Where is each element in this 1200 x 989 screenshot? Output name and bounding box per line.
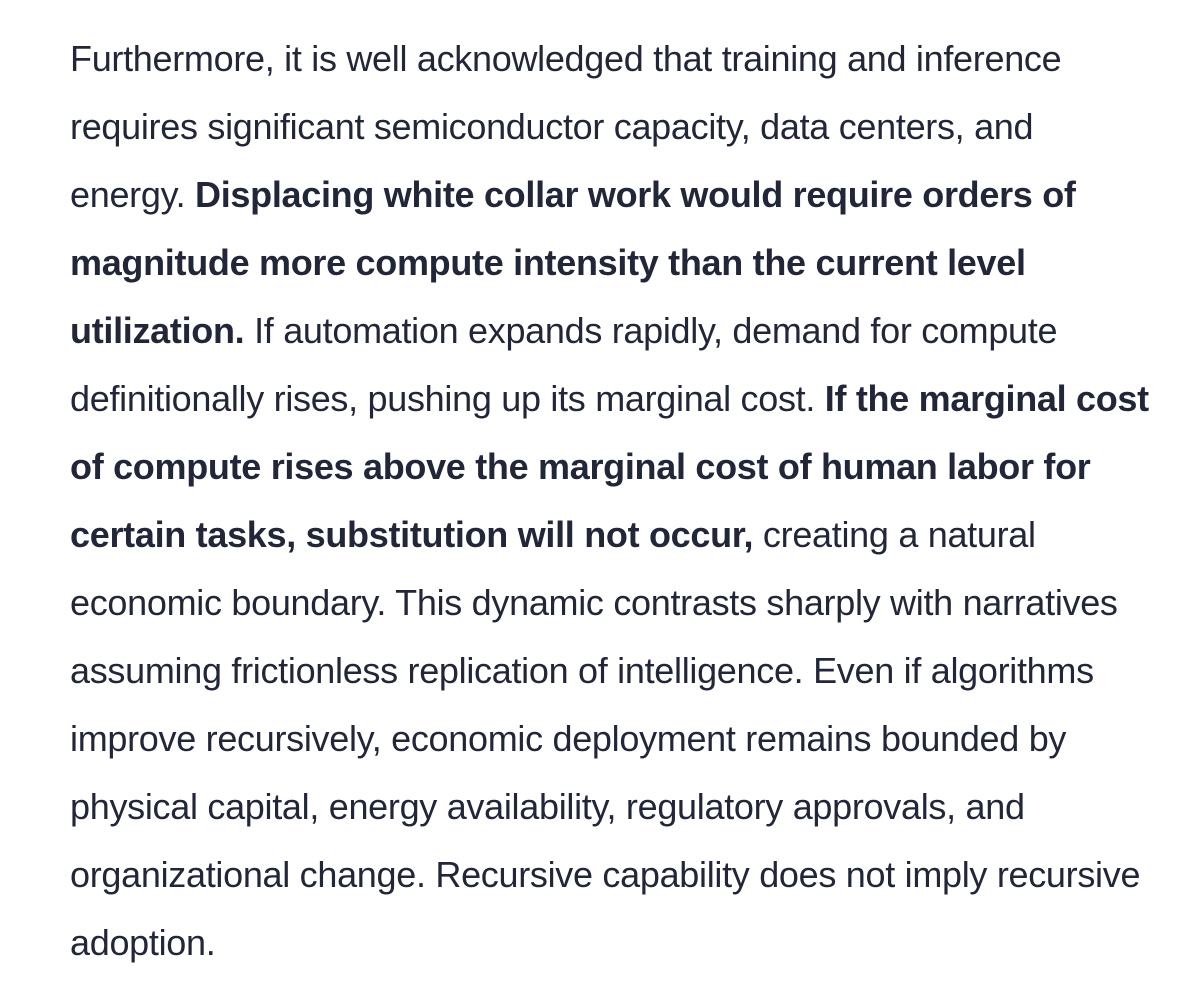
text-run: If automation expands rapidly, demand for compute definitionally rises, pushing up its marginal cost. (70, 310, 1058, 419)
body-paragraph (70, 25, 1154, 977)
text-run: Furthermore, it is well acknowledged that training and inference requires significant semiconductor capacity, data centers, and energy. (70, 38, 1062, 215)
text-run: creating a natural economic boundary. This dynamic contrasts sharply with narratives assuming frictionless replication of intelligence. Even if algorithms improve recursively, economic deployment remains bounded by physical capital, energy availability, regulatory approvals, and organizational change. Recursive capability does not imply recursive adoption. (70, 514, 1141, 963)
bold-text-run: Displacing white collar work would require orders of magnitude more compute intensity than the current level utilization. (70, 174, 1076, 351)
bold-text-run: If the marginal cost of compute rises above the marginal cost of human labor for certain tasks, substitution will not occur, (70, 378, 1149, 555)
